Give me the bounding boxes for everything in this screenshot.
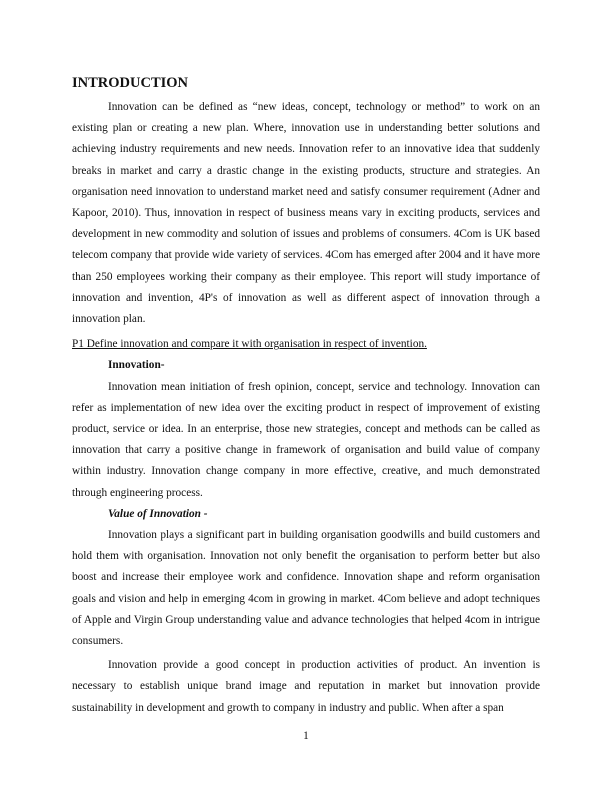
section-title-p1: P1 Define innovation and compare it with organisation in respect of invention. xyxy=(72,338,427,351)
innovation-label: Innovation- xyxy=(108,359,165,372)
introduction-heading: INTRODUCTION xyxy=(72,75,189,91)
innovation-paragraph: Innovation mean initiation of fresh opinion, concept, service and technology. Innovation can refer as implementation of new idea over the exciting product in respect of improvement of existing product, service or idea. In an enterprise, those new strategies, concept and methods can be called as innovation that carry a positive change in framework of organisation and build value of company within industry. Innovation change company in more effective, creative, and much demonstrated through engineering process. xyxy=(72,380,540,499)
production-paragraph: Innovation provide a good concept in production activities of product. An invention is necessary to establish unique brand image and reputation in market but innovation provide sustainability in development and growth to company in industry and public. When after a span xyxy=(72,659,540,714)
intro-paragraph: Innovation can be defined as “new ideas, concept, technology or method” to work on an existing plan or creating a new plan. Where, innovation use in understanding better solutions and achieving industry requirements and new needs. Innovation refer to an innovative idea that suddenly breaks in market and carry a drastic change in the existing products, structure and strategies. An organisation need innovation to understand market need and satisfy consumer requirement (Adner and Kapoor, 2010). Thus, innovation in respect of business means vary in exciting products, services and development in new commodity and solution of issues and problems of consumers. 4Com is UK based telecom company that provide wide variety of services. 4Com has emerged after 2004 and it have more than 250 employees working their company as their employee. This report will study importance of innovation and invention, 4P's of innovation as well as different aspect of innovation through a innovation plan. xyxy=(72,101,540,326)
value-paragraph: Innovation plays a significant part in building organisation goodwills and build customers and hold them with organisation. Innovation not only benefit the organisation to perform better but also boost and increase their employee work and confidence. Innovation shape and reform organisation goals and vision and help in emerging 4com in growing in market. 4Com believe and adopt techniques of Apple and Virgin Group understanding value and advance technologies that helped 4com in intrigue consumers. xyxy=(72,529,540,648)
value-of-innovation-label: Value of Innovation - xyxy=(108,507,208,520)
page-number: 1 xyxy=(303,730,309,742)
document-page xyxy=(72,74,540,719)
